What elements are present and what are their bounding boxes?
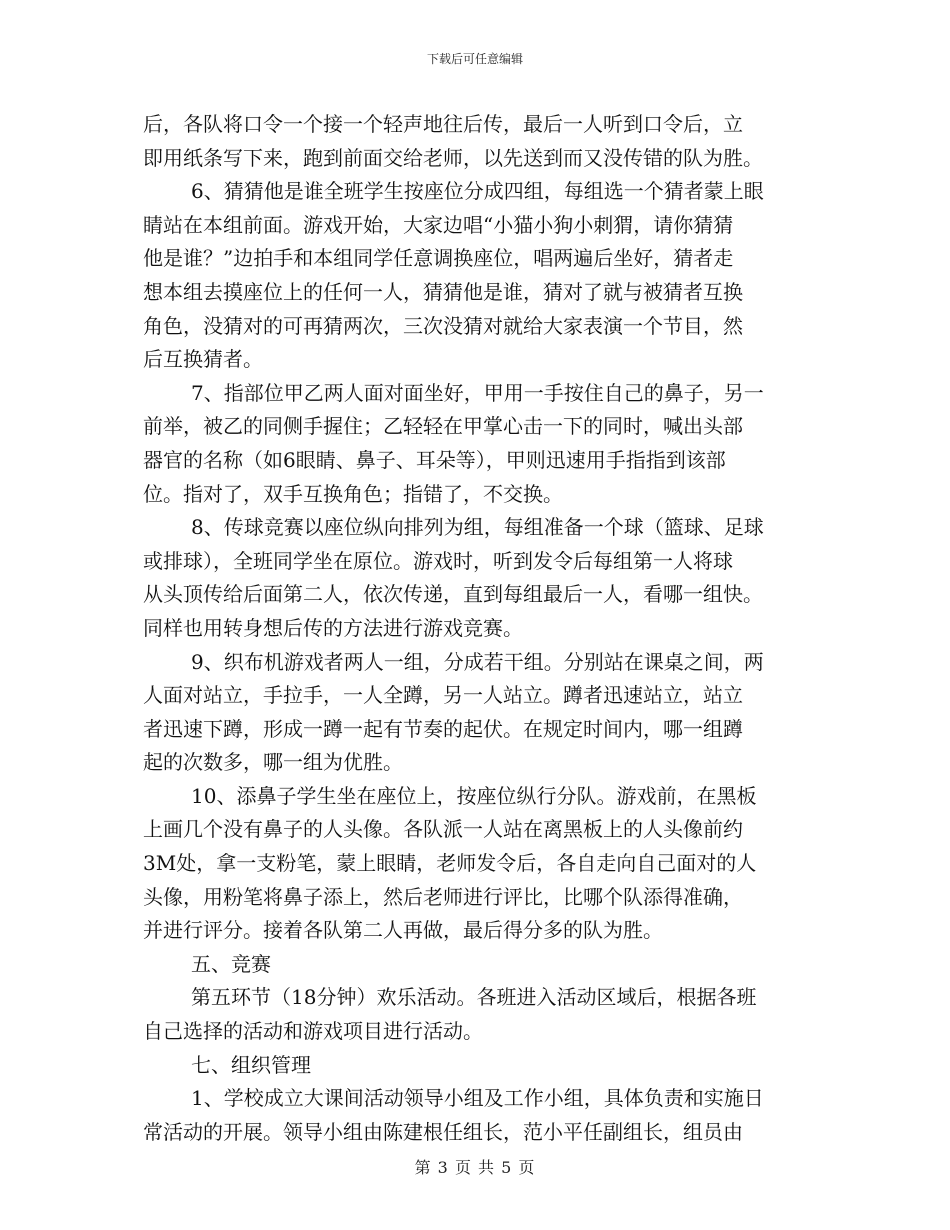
- page-header: 下载后可任意编辑: [426, 52, 523, 66]
- text-line: 1、学校成立大课间活动领导小组及工作小组，具体负责和实施日: [191, 1086, 764, 1111]
- text-line: 后，各队将口令一个接一个轻声地往后传，最后一人听到口令后，立: [143, 112, 743, 136]
- text-line: 角色，没猜对的可再猜两次，三次没猜对就给大家表演一个节目，然: [143, 313, 743, 338]
- text-line: 9、织布机游戏者两人一组，分成若干组。分别站在课桌之间，两: [191, 649, 764, 674]
- text-line: 并进行评分。接着各队第二人再做，最后得分多的队为胜。: [143, 918, 663, 943]
- text-line: 他是谁？”边拍手和本组同学任意调换座位，唱两遍后坐好，猜者走: [143, 246, 734, 271]
- text-line: 第五环节（18分钟）欢乐活动。各班进入活动区域后，根据各班: [191, 985, 757, 1010]
- text-line: 位。指对了，双手互换角色；指错了，不交换。: [143, 481, 563, 506]
- text-line: 10、添鼻子学生坐在座位上，按座位纵行分队。游戏前，在黑板: [191, 783, 757, 808]
- text-line: 睛站在本组前面。游戏开始，大家边唱“小猫小狗小刺猬，请你猜猜: [143, 212, 734, 237]
- text-line: 同样也用转身想后传的方法进行游戏竞赛。: [143, 615, 523, 640]
- text-line: 想本组去摸座位上的任何一人，猜猜他是谁，猜对了就与被猜者互换: [143, 279, 743, 304]
- text-line: 从头顶传给后面第二人，依次传递，直到每组最后一人，看哪一组快。: [143, 582, 763, 607]
- text-line: 常活动的开展。领导小组由陈建根任组长，范小平任副组长，组员由: [143, 1119, 743, 1144]
- text-line: 即用纸条写下来，跑到前面交给老师，以先送到而又没传错的队为胜。: [143, 145, 763, 170]
- text-line: 8、传球竞赛以座位纵向排列为组，每组准备一个球（篮球、足球: [191, 515, 764, 540]
- text-line: 后互换猜者。: [143, 347, 263, 372]
- text-line: 6、猜猜他是谁全班学生按座位分成四组，每组选一个猜者蒙上眼: [191, 179, 764, 204]
- page-footer: 第 3 页 共 5 页: [414, 1158, 536, 1177]
- document-body: [143, 108, 813, 1149]
- text-line: 起的次数多，哪一组为优胜。: [143, 750, 403, 775]
- text-line: 头像，用粉笔将鼻子添上，然后老师进行评比，比哪个队添得准确，: [143, 884, 743, 909]
- text-line: 自己选择的活动和游戏项目进行活动。: [143, 1019, 483, 1044]
- text-line: 五、竞赛: [191, 951, 271, 976]
- text-line: 人面对站立，手拉手，一人全蹲，另一人站立。蹲者迅速站立，站立: [143, 683, 743, 708]
- text-line: 3M处，拿一支粉笔，蒙上眼睛，老师发令后，各自走向自己面对的人: [143, 851, 757, 876]
- text-line: 七、组织管理: [191, 1052, 311, 1077]
- text-line: 或排球），全班同学坐在原位。游戏时，听到发令后每组第一人将球: [143, 548, 733, 573]
- text-line: 器官的名称（如6眼睛、鼻子、耳朵等），甲则迅速用手指指到该部: [143, 447, 726, 472]
- text-line: 上画几个没有鼻子的人头像。各队派一人站在离黑板上的人头像前约: [143, 817, 743, 842]
- text-line: 者迅速下蹲，形成一蹲一起有节奏的起伏。在规定时间内，哪一组蹲: [143, 716, 743, 741]
- text-line: 前举，被乙的同侧手握住；乙轻轻在甲掌心击一下的同时，喊出头部: [143, 414, 743, 439]
- text-line: 7、指部位甲乙两人面对面坐好，甲用一手按住自己的鼻子，另一: [191, 380, 764, 405]
